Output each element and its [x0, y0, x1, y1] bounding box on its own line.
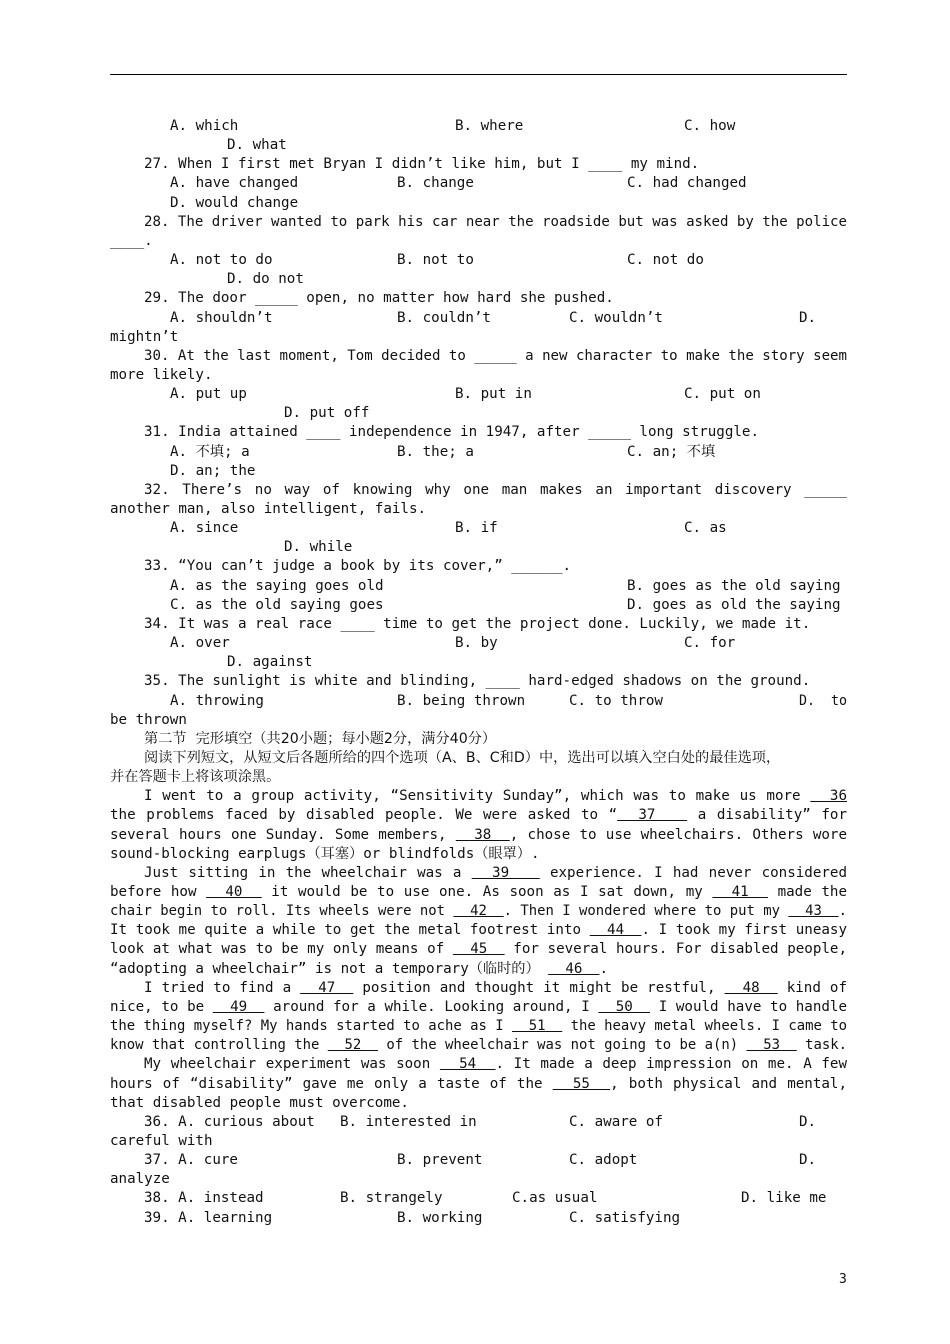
- text-segment: task.: [796, 1037, 847, 1054]
- text-line: [144, 730, 496, 749]
- text-line: [110, 960, 608, 979]
- text-line: [227, 270, 304, 289]
- text-segment: D. while: [284, 539, 353, 556]
- text-segment: . It made a deep impression on me. A few: [495, 1056, 847, 1073]
- text-segment: 38. A. instead: [144, 1190, 264, 1207]
- text-line: [455, 385, 532, 404]
- text-segment: C. not do: [627, 252, 704, 269]
- text-line: [741, 1189, 826, 1208]
- text-segment: B. strangely: [340, 1190, 443, 1207]
- text-line: [110, 845, 540, 864]
- answer-blank: 52: [327, 1037, 379, 1054]
- text-line: [569, 1209, 680, 1228]
- text-line: [110, 328, 178, 347]
- text-segment: 36. A. curious about: [144, 1113, 315, 1130]
- text-line: [144, 672, 810, 691]
- text-line: [110, 1017, 847, 1036]
- text-segment: 27. When I first met Bryan I didn’t like him, but I ____ my mind.: [144, 156, 700, 173]
- text-segment: D. what: [227, 137, 287, 154]
- text-segment: position and thought it might be restful,: [353, 979, 725, 996]
- text-segment: A. since: [170, 520, 239, 537]
- text-segment: 35. The sunlight is white and blinding, ____ hard-edged shadows on the ground.: [144, 673, 811, 690]
- text-line: [170, 519, 238, 538]
- text-line: [144, 1151, 238, 1170]
- text-segment: around for a while. Looking around, I: [264, 998, 599, 1015]
- text-segment: 33. “You can’t judge a book by its cover,” ______.: [144, 558, 572, 575]
- text-segment: be thrown: [110, 711, 187, 728]
- header-rule: [110, 74, 847, 75]
- text-line: [569, 692, 663, 711]
- text-segment: the thing myself? My hands started to ache as I: [110, 1018, 512, 1035]
- text-line: [455, 117, 523, 136]
- text-line: [110, 902, 847, 921]
- text-segment: mightn’t: [110, 328, 179, 345]
- text-segment: . I took my first uneasy: [641, 922, 848, 939]
- text-segment: C. to throw: [569, 692, 663, 709]
- text-line: [110, 921, 847, 940]
- text-line: [144, 155, 699, 174]
- text-line: [397, 1151, 482, 1170]
- text-segment: C. adopt: [569, 1152, 638, 1169]
- answer-blank: 50: [598, 998, 651, 1015]
- text-segment: sound-blocking earplugs（耳塞）or blindfolds（眼罩）.: [110, 845, 540, 862]
- text-segment: I tried to find a: [144, 979, 301, 996]
- text-line: [284, 538, 352, 557]
- text-line: [170, 462, 255, 481]
- text-segment: C.as usual: [512, 1190, 598, 1207]
- text-segment: several hours one Sunday. Some members,: [110, 826, 456, 843]
- text-line: [110, 806, 847, 825]
- answer-blank: 40: [206, 884, 262, 900]
- text-segment: A. put up: [170, 386, 247, 403]
- text-line: [110, 1036, 847, 1055]
- text-line: [170, 692, 264, 711]
- answer-blank: 37: [617, 807, 688, 824]
- text-segment: 并在答题卡上将该项涂黑。: [110, 769, 281, 786]
- text-segment: C. an; 不填: [627, 443, 716, 460]
- answer-blank: 38: [455, 826, 510, 843]
- text-line: [397, 692, 525, 711]
- text-segment: My wheelchair experiment was soon: [144, 1056, 440, 1073]
- text-line: [227, 136, 287, 155]
- text-segment: B. if: [455, 520, 498, 537]
- text-line: [144, 347, 847, 366]
- text-line: [227, 653, 312, 672]
- text-segment: 阅读下列短文，从短文后各题所给的四个选项（A、B、C和D）中，选出可以填入空白处的最佳选项，: [144, 749, 781, 766]
- text-segment: .: [599, 960, 609, 977]
- text-segment: C. for: [684, 635, 736, 652]
- answer-blank: 41: [712, 884, 768, 900]
- text-segment: the problems faced by disabled people. We were asked to “: [110, 807, 618, 824]
- text-segment: D. to: [799, 692, 847, 709]
- text-line: [627, 443, 715, 462]
- page-number: 3: [839, 1272, 847, 1287]
- text-segment: another man, also intelligent, fails.: [110, 501, 427, 517]
- text-segment: 28. The driver wanted to park his car near the roadside but was asked by the police: [144, 213, 847, 230]
- answer-blank: 51: [511, 1018, 563, 1035]
- text-line: [170, 577, 384, 596]
- text-segment: D. would change: [170, 194, 299, 211]
- answer-blank: 47: [300, 979, 354, 996]
- text-segment: C. as: [684, 520, 727, 537]
- text-segment: 第二节 完形填空（共20小题；每小题2分，满分40分）: [144, 730, 497, 747]
- text-line: [144, 289, 614, 308]
- text-segment: B. being thrown: [397, 692, 526, 709]
- answer-blank: 36: [810, 788, 847, 805]
- text-segment: ____.: [110, 232, 153, 249]
- text-line: [397, 1209, 482, 1228]
- text-segment: B. couldn’t: [397, 309, 491, 326]
- text-line: [110, 500, 426, 519]
- text-line: [144, 423, 759, 442]
- text-segment: C. aware of: [569, 1113, 663, 1130]
- text-line: [569, 1151, 637, 1170]
- text-segment: , chose to use wheelchairs. Others wore: [509, 826, 848, 843]
- text-line: [110, 1094, 409, 1113]
- text-segment: B. interested in: [340, 1113, 477, 1130]
- text-line: [110, 1170, 170, 1189]
- answer-blank: 49: [212, 998, 265, 1015]
- text-segment: D.: [799, 309, 817, 326]
- text-segment: , both physical and mental,: [610, 1075, 847, 1092]
- text-segment: B. where: [455, 118, 524, 134]
- text-segment: kind of: [777, 979, 848, 996]
- text-line: [110, 1132, 213, 1151]
- text-line: [512, 1189, 597, 1208]
- text-line: [170, 385, 247, 404]
- text-segment: 39. A. learning: [144, 1209, 273, 1226]
- text-segment: know that controlling the: [110, 1037, 328, 1054]
- text-segment: a disability” for: [687, 807, 848, 824]
- text-segment: A. over: [170, 635, 230, 652]
- text-line: [170, 117, 238, 136]
- text-segment: B. by: [455, 635, 498, 652]
- answer-blank: 44: [589, 922, 642, 939]
- text-line: [110, 826, 847, 845]
- text-line: [110, 711, 187, 730]
- text-segment: D. do not: [227, 271, 304, 288]
- text-line: [144, 864, 847, 883]
- text-line: [627, 577, 841, 596]
- text-line: [397, 174, 474, 193]
- text-line: [170, 309, 273, 328]
- answer-blank: 48: [724, 979, 778, 996]
- text-segment: 34. It was a real race ____ time to get the project done. Luckily, we made it.: [144, 615, 811, 632]
- text-line: [170, 174, 298, 193]
- text-segment: hours of “disability” gave me only a taste of the: [110, 1075, 553, 1092]
- text-segment: B. put in: [455, 386, 532, 403]
- text-line: [684, 634, 735, 653]
- text-segment: A. not to do: [170, 252, 273, 269]
- text-segment: chair begin to roll. Its wheels were not: [110, 903, 454, 920]
- text-line: [340, 1113, 477, 1132]
- text-line: [397, 309, 491, 328]
- text-segment: D.: [799, 1152, 817, 1169]
- text-segment: D.: [799, 1113, 817, 1130]
- text-line: [627, 251, 704, 270]
- text-segment: B. goes as the old saying: [627, 577, 841, 594]
- answer-blank: 42: [453, 903, 504, 920]
- text-line: [455, 519, 498, 538]
- text-line: [799, 309, 816, 328]
- text-segment: more likely.: [110, 366, 213, 383]
- text-line: [799, 1113, 816, 1132]
- text-segment: it would be to use one. As soon as I sat down, my: [261, 884, 713, 900]
- text-line: [144, 481, 847, 500]
- answer-blank: 46: [548, 960, 600, 977]
- text-segment: before how: [110, 884, 207, 900]
- text-segment: 32. There’s no way of knowing why one man makes an important discovery _____: [144, 481, 847, 498]
- text-segment: B. not to: [397, 252, 474, 269]
- text-line: [684, 519, 727, 538]
- text-line: [144, 979, 847, 998]
- answer-blank: 43: [788, 903, 839, 920]
- answer-blank: 53: [746, 1037, 797, 1054]
- text-segment: C. as the old saying goes: [170, 596, 384, 613]
- text-line: [144, 213, 847, 232]
- text-segment: the heavy metal wheels. I came to: [562, 1018, 847, 1035]
- text-segment: A. throwing: [170, 692, 264, 709]
- text-line: [110, 366, 213, 385]
- text-segment: careful with: [110, 1132, 213, 1149]
- text-line: [627, 174, 747, 193]
- text-segment: 31. India attained ____ independence in 1947, after _____ long struggle.: [144, 424, 759, 441]
- text-segment: A. have changed: [170, 175, 299, 192]
- text-segment: 37. A. cure: [144, 1152, 238, 1169]
- text-line: [170, 596, 384, 615]
- answer-blank: 54: [439, 1056, 496, 1073]
- text-line: [144, 1209, 272, 1228]
- text-line: [144, 1113, 315, 1132]
- text-segment: made the: [767, 884, 847, 900]
- text-line: [144, 1189, 264, 1208]
- text-segment: C. how: [684, 118, 736, 134]
- text-segment: .: [838, 903, 847, 920]
- text-line: [110, 768, 280, 787]
- text-segment: nice, to be: [110, 998, 213, 1015]
- text-segment: B. working: [397, 1209, 483, 1226]
- text-segment: D. goes as old the saying: [627, 596, 841, 613]
- text-line: [170, 634, 230, 653]
- text-line: [110, 940, 847, 959]
- text-line: [144, 615, 810, 634]
- text-line: [569, 309, 663, 328]
- text-line: [170, 251, 273, 270]
- text-segment: analyze: [110, 1171, 170, 1188]
- text-segment: A. which: [170, 118, 239, 134]
- text-segment: D. an; the: [170, 462, 256, 479]
- text-segment: I went to a group activity, “Sensitivity Sunday”, which was to make us more: [144, 788, 811, 805]
- text-segment: D. like me: [741, 1190, 827, 1207]
- text-line: [397, 443, 474, 462]
- text-line: [170, 443, 250, 462]
- text-segment: that disabled people must overcome.: [110, 1094, 409, 1111]
- answer-blank: 55: [552, 1075, 611, 1092]
- text-line: [144, 787, 847, 806]
- text-line: [144, 1055, 847, 1074]
- text-segment: 30. At the last moment, Tom decided to _____ a new character to make the story seem: [144, 347, 847, 364]
- text-line: [799, 1151, 816, 1170]
- text-line: [110, 232, 153, 251]
- text-segment: . Then I wondered where to put my: [503, 903, 789, 920]
- text-segment: B. prevent: [397, 1152, 483, 1169]
- text-segment: D. against: [227, 654, 313, 671]
- text-line: [684, 385, 761, 404]
- text-line: [110, 998, 847, 1017]
- text-line: [110, 1075, 847, 1094]
- text-segment: Just sitting in the wheelchair was a: [144, 864, 472, 881]
- text-segment: B. change: [397, 175, 474, 192]
- text-line: [340, 1189, 443, 1208]
- text-segment: C. had changed: [627, 175, 747, 192]
- text-line: [799, 692, 847, 711]
- text-segment: C. satisfying: [569, 1209, 681, 1226]
- text-line: [397, 251, 474, 270]
- answer-blank: 45: [452, 941, 505, 958]
- text-segment: A. 不填; a: [170, 443, 250, 460]
- text-segment: look at what was to be my only means of: [110, 941, 453, 958]
- text-line: [110, 883, 847, 902]
- text-segment: It took me quite a while to get the metal footrest into: [110, 922, 590, 939]
- text-line: [627, 596, 841, 615]
- text-segment: I would have to handle: [650, 998, 848, 1015]
- text-line: [455, 634, 498, 653]
- text-segment: “adopting a wheelchair” is not a temporary（临时的）: [110, 960, 549, 977]
- text-segment: C. put on: [684, 386, 761, 403]
- text-segment: A. as the saying goes old: [170, 577, 384, 594]
- text-line: [284, 404, 369, 423]
- text-segment: A. shouldn’t: [170, 309, 273, 326]
- text-segment: B. the; a: [397, 443, 474, 460]
- text-line: [684, 117, 735, 136]
- text-segment: of the wheelchair was not going to be a(n): [378, 1037, 747, 1054]
- text-segment: for several hours. For disabled people,: [504, 941, 847, 958]
- text-segment: experience. I had never considered: [539, 864, 847, 881]
- text-line: [144, 557, 571, 576]
- text-line: [170, 194, 298, 213]
- text-segment: 29. The door _____ open, no matter how hard she pushed.: [144, 290, 614, 307]
- answer-blank: 39: [471, 864, 540, 881]
- text-segment: D. put off: [284, 405, 370, 422]
- text-line: [144, 749, 780, 768]
- text-segment: C. wouldn’t: [569, 309, 663, 326]
- text-line: [569, 1113, 663, 1132]
